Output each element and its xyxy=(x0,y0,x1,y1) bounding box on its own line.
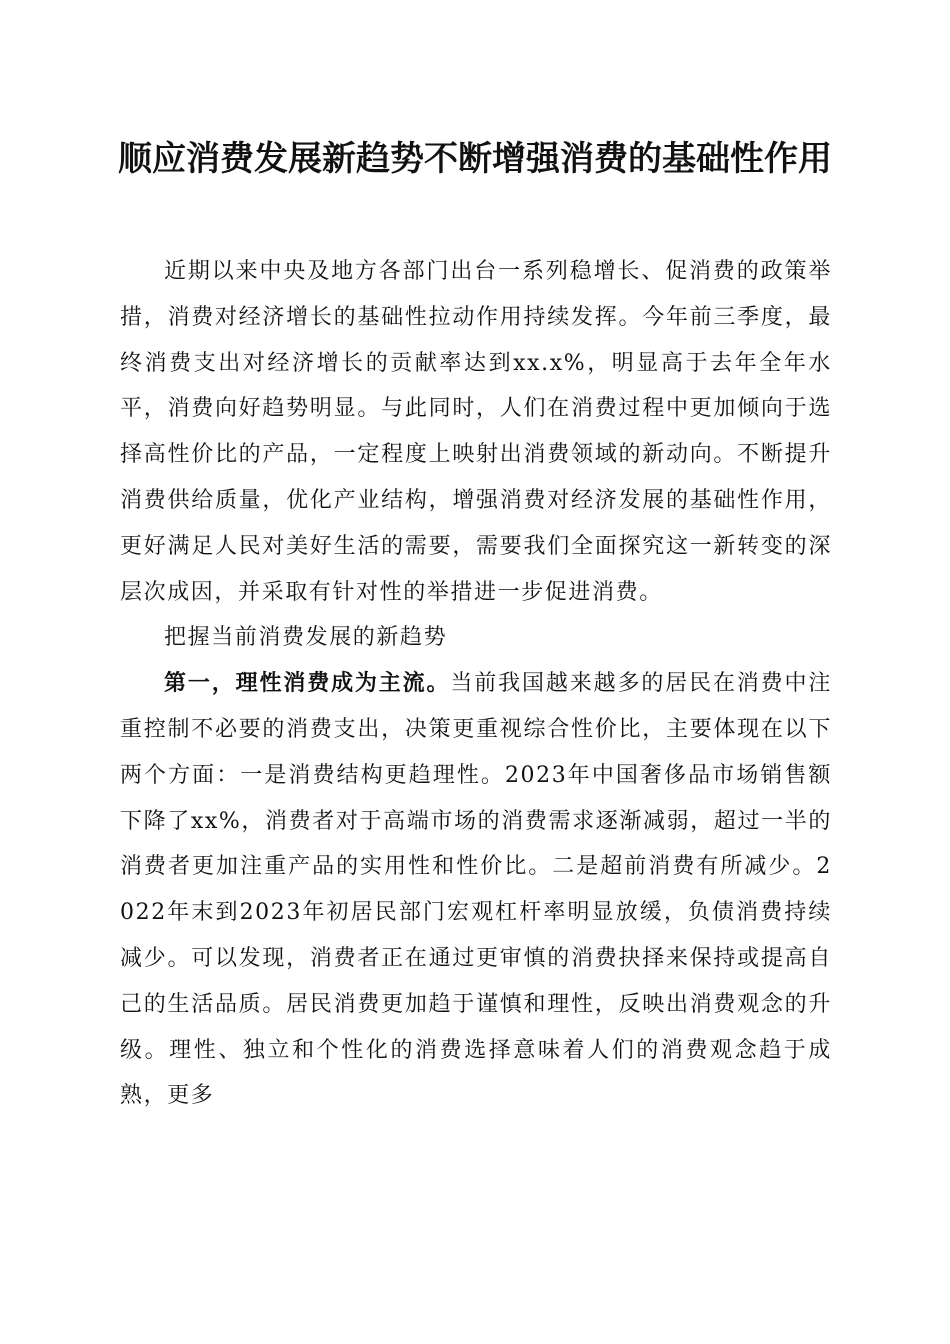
paragraph-lead-bold: 第一，理性消费成为主流。 xyxy=(164,670,451,697)
paragraph-intro xyxy=(120,249,832,615)
paragraph-first-point xyxy=(120,661,832,1119)
paragraph-intro-text: 近期以来中央及地方各部门出台一系列稳增长、促消费的政策举措，消费对经济增长的基础性拉动作用持续发挥。今年前三季度，最终消费支出对经济增长的贡献率达到xx.x%，明显高于去年全年水平，消费向好趋势明显。与此同时，人们在消费过程中更加倾向于选择高性价比的产品，一定程度上映射出消费领域的新动向。不断提升消费供给质量，优化产业结构，增强消费对经济发展的基础性作用，更好满足人民对美好生活的需要，需要我们全面探究这一新转变的深层次成因，并采取有针对性的举措进一步促进消费。 xyxy=(120,259,832,605)
paragraph-first-point-text: 当前我国越来越多的居民在消费中注重控制不必要的消费支出，决策更重视综合性价比，主要体现在以下两个方面：一是消费结构更趋理性。2023年中国奢侈品市场销售额下降了xx%，消费者对于高端市场的消费需求逐渐减弱，超过一半的消费者更加注重产品的实用性和性价比。二是超前消费有所减少。2022年末到2023年初居民部门宏观杠杆率明显放缓，负债消费持续减少。可以发现，消费者正在通过更审慎的消费抉择来保持或提高自己的生活品质。居民消费更加趋于谨慎和理性，反映出消费观念的升级。理性、独立和个性化的消费选择意味着人们的消费观念趋于成熟，更多 xyxy=(120,671,833,1109)
section-heading xyxy=(120,615,832,661)
document-body xyxy=(120,249,832,1119)
section-heading-text: 把握当前消费发展的新趋势 xyxy=(164,625,448,651)
document-title: 顺应消费发展新趋势不断增强消费的基础性作用 xyxy=(118,139,832,179)
